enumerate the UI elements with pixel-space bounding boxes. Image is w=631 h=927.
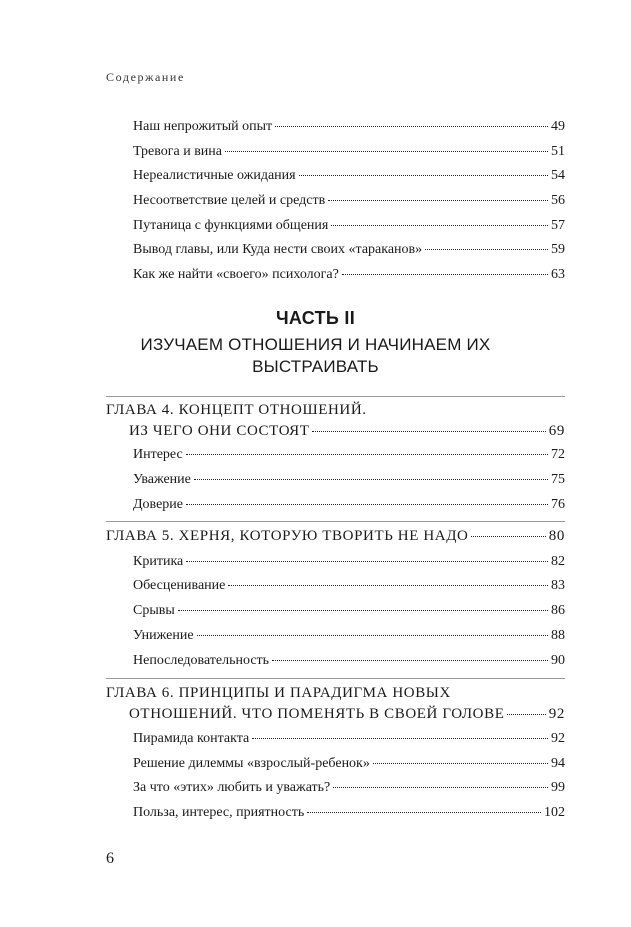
toc-entry-page: 94 [551,756,565,771]
toc-entry[interactable] [133,118,565,136]
toc-entry[interactable] [133,266,565,284]
toc-entry-page: 82 [551,554,565,569]
chapter-5-entry[interactable] [106,527,565,545]
toc-entry-title: Вывод главы, или Куда нести своих «тараканов» [133,242,423,257]
toc-entry[interactable] [133,471,565,489]
toc-entry-title: Наш непрожитый опыт [133,119,273,134]
chapter-4-title-line-1: ГЛАВА 4. КОНЦЕПТ ОТНОШЕНИЙ. [106,402,367,418]
toc-entry[interactable] [133,730,565,748]
toc-entry-title: Польза, интерес, приятность [133,805,305,820]
toc-entry-page: 83 [551,578,565,593]
dot-leader [178,610,548,611]
dot-leader [471,536,545,537]
section-divider [106,678,565,679]
toc-entry-title: Интерес [133,447,183,462]
toc-entry-page: 88 [551,628,565,643]
toc-entry-page: 72 [551,447,565,462]
toc-entry-title: Унижение [133,628,194,643]
dot-leader [186,561,548,562]
dot-leader [333,787,548,788]
toc-entry-page: 75 [551,472,565,487]
toc-entry-title: Непоследовательность [133,653,270,668]
dot-leader [328,200,548,201]
toc-entry-title: Пирамида контакта [133,731,250,746]
dot-leader [272,660,548,661]
chapter-6-title-line-1: ГЛАВА 6. ПРИНЦИПЫ И ПАРАДИГМА НОВЫХ [106,685,451,701]
toc-entry[interactable] [133,779,565,797]
toc-entry[interactable] [133,577,565,595]
toc-entry[interactable] [133,446,565,464]
toc-entry-page: 76 [551,497,565,512]
toc-entry-title: Решение дилеммы «взрослый-ребенок» [133,756,370,771]
dot-leader [252,738,548,739]
toc-entry[interactable] [133,167,565,185]
toc-entry-page: 102 [544,805,565,820]
dot-leader [186,504,548,505]
dot-leader [228,585,548,586]
dot-leader [425,249,548,250]
toc-entry[interactable] [133,627,565,645]
toc-entry-title: Нереалистичные ожидания [133,168,296,183]
toc-entry[interactable] [133,496,565,514]
toc-entry-page: 99 [551,780,565,795]
toc-entry[interactable] [133,192,565,210]
dot-leader [507,714,545,715]
chapter-4-entry[interactable] [129,422,565,440]
section-divider [106,396,565,397]
toc-entry-page: 51 [551,144,565,159]
toc-entry-page: 49 [551,119,565,134]
part-subtitle-line-1: ИЗУЧАЕМ ОТНОШЕНИЯ И НАЧИНАЕМ ИХ [140,335,491,354]
toc-entry-title: Как же найти «своего» психолога? [133,267,339,282]
part-subtitle-line-2: ВЫСТРАИВАТЬ [252,357,379,376]
toc-entry-page: 59 [551,242,565,257]
chapter-6-page: 92 [548,706,565,722]
toc-entry[interactable] [133,652,565,670]
dot-leader [186,454,548,455]
dot-leader [225,151,548,152]
toc-entry[interactable] [133,241,565,259]
toc-entry-title: Путаница с функциями общения [133,218,329,233]
dot-leader [307,812,541,813]
dot-leader [342,274,548,275]
running-head: Содержание [106,70,185,84]
toc-entry-page: 57 [551,218,565,233]
toc-entry-title: Доверие [133,497,183,512]
toc-entry-title: За что «этих» любить и уважать? [133,780,331,795]
chapter-4-title-line-2: ИЗ ЧЕГО ОНИ СОСТОЯТ [129,423,310,439]
toc-entry[interactable] [133,143,565,161]
dot-leader [299,175,548,176]
dot-leader [312,431,545,432]
chapter-4-page: 69 [548,423,565,439]
chapter-6-title-line-2: ОТНОШЕНИЙ. ЧТО ПОМЕНЯТЬ В СВОЕЙ ГОЛОВЕ [129,706,505,722]
toc-entry-page: 56 [551,193,565,208]
toc-entry[interactable] [133,217,565,235]
dot-leader [275,126,548,127]
dot-leader [331,225,548,226]
toc-entry-page: 86 [551,603,565,618]
toc-entry-title: Обесценивание [133,578,226,593]
toc-entry-title: Уважение [133,472,191,487]
toc-entry[interactable] [133,804,565,822]
part-title: ЧАСТЬ II [275,308,356,328]
chapter-5-page: 80 [548,528,565,544]
dot-leader [373,763,548,764]
toc-entry-page: 63 [551,267,565,282]
toc-entry[interactable] [133,602,565,620]
dot-leader [194,479,548,480]
toc-entry-page: 90 [551,653,565,668]
toc-entry[interactable] [133,755,565,773]
dot-leader [197,635,548,636]
toc-entry-title: Тревога и вина [133,144,223,159]
toc-entry-page: 92 [551,731,565,746]
section-divider [106,521,565,522]
chapter-5-title: ГЛАВА 5. ХЕРНЯ, КОТОРУЮ ТВОРИТЬ НЕ НАДО [106,528,469,544]
page-number: 6 [106,850,114,867]
toc-entry-page: 54 [551,168,565,183]
toc-entry[interactable] [133,553,565,571]
toc-entry-title: Критика [133,554,184,569]
toc-entry-title: Срывы [133,603,175,618]
toc-entry-title: Несоответствие целей и средств [133,193,326,208]
chapter-6-entry[interactable] [129,705,565,723]
